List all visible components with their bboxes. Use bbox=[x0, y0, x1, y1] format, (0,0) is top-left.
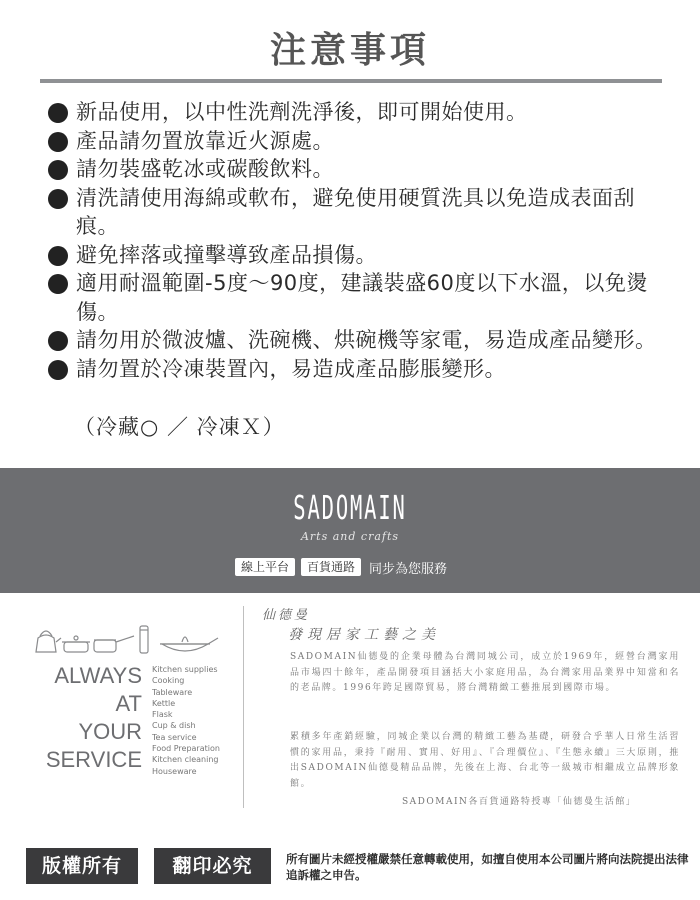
brand-tagline: Arts and crafts bbox=[300, 530, 400, 543]
notice-item: 清洗請使用海綿或軟布，避免使用硬質洗具以免造成表面刮痕。 bbox=[48, 184, 668, 241]
category-item: Cooking bbox=[152, 676, 185, 686]
brand-script-name: 仙德曼 bbox=[262, 608, 311, 623]
vertical-divider bbox=[243, 606, 244, 808]
notice-item: 請勿置於冷凍裝置內，易造成產品膨脹變形。 bbox=[48, 355, 668, 384]
category-item: Kitchen cleaning bbox=[152, 755, 219, 765]
notice-item: 避免摔落或撞擊導致產品損傷。 bbox=[48, 241, 668, 270]
channel-row bbox=[235, 557, 447, 577]
category-item: Kitchen supplies bbox=[152, 665, 218, 674]
bullet-dot-icon bbox=[48, 246, 68, 266]
bullet-dot-icon bbox=[48, 103, 68, 123]
channel-tag-department-store: 百貨通路 bbox=[301, 558, 361, 576]
wok-icon bbox=[160, 637, 218, 651]
notice-item: 請勿用於微波爐、洗碗機、烘碗機等家電，易造成產品變形。 bbox=[48, 326, 668, 355]
storage-note: （冷藏○ ／ 冷凍Ｘ） bbox=[74, 415, 285, 439]
bullet-dot-icon bbox=[48, 160, 68, 180]
category-item: Flask bbox=[152, 710, 173, 720]
pot-icon bbox=[62, 636, 90, 652]
title-underline bbox=[40, 79, 662, 83]
bullet-dot-icon bbox=[48, 360, 68, 380]
bullet-dot-icon bbox=[48, 331, 68, 351]
notice-item: 產品請勿置放靠近火源處。 bbox=[48, 127, 668, 156]
category-item: Tea service bbox=[152, 732, 197, 742]
category-list bbox=[152, 664, 220, 777]
category-item: Houseware bbox=[152, 766, 197, 776]
bullet-dot-icon bbox=[48, 189, 68, 209]
notice-item: 適用耐溫範圍-5度～90度，建議裝盛60度以下水溫，以免燙傷。 bbox=[48, 269, 668, 326]
flask-icon bbox=[140, 626, 148, 653]
notice-item: 新品使用，以中性洗劑洗淨後，即可開始使用。 bbox=[48, 98, 668, 127]
saucepan-icon bbox=[94, 636, 134, 652]
channel-text: 同步為您服務 bbox=[369, 561, 448, 577]
service-slogan: ALWAYS AT YOUR SERVICE bbox=[45, 663, 142, 772]
category-item: Tableware bbox=[152, 687, 193, 697]
category-item: Kettle bbox=[152, 698, 176, 708]
no-reprint-badge: 翻印必究 bbox=[154, 848, 271, 884]
brand-banner bbox=[0, 468, 700, 593]
about-signature: SADOMAIN各百貨通路特授專「仙德曼生活館」 bbox=[402, 797, 637, 807]
brand-logo: SADOMAIN bbox=[293, 488, 407, 527]
about-paragraph: 累積多年產銷經驗，同城企業以台灣的精緻工藝為基礎，研發合乎華人日常生活習慣的家用品，秉持『耐用、實用、好用』、『合理價位』、『生態永續』三大原則，推出SADOMAIN仙德曼精品品牌，先後在上海、台北等一級城市相繼成立品牌形象館。 bbox=[290, 732, 680, 789]
about-paragraph: SADOMAIN仙德曼的企業母體為台灣同城公司，成立於1969年，經營台灣家用品市場四十餘年，產品開發項目涵括大小家庭用品，為台灣家用品業界中知當和名的老品牌。1996年跨足國際貿易，將台灣精緻工藝推展到國際市場。 bbox=[290, 652, 680, 693]
bullet-dot-icon bbox=[48, 274, 68, 294]
copyright-notice: 所有圖片未經授權嚴禁任意轉載使用，如擅自使用本公司圖片將向法院提出法律追訴權之申告。 bbox=[286, 852, 689, 882]
bullet-dot-icon bbox=[48, 132, 68, 152]
notice-title: 注意事項 bbox=[269, 30, 430, 71]
notice-list bbox=[48, 98, 668, 383]
notice-item: 請勿裝盛乾冰或碳酸飲料。 bbox=[48, 155, 668, 184]
category-item: Cup & dish bbox=[152, 721, 196, 731]
channel-tag-online: 線上平台 bbox=[235, 558, 295, 576]
kettle-icon bbox=[36, 631, 61, 652]
copyright-badge: 版權所有 bbox=[26, 848, 138, 884]
kitchenware-icons bbox=[30, 618, 220, 658]
brand-script-slogan: 發現居家工藝之美 bbox=[288, 627, 440, 643]
category-item: Food Preparation bbox=[152, 744, 220, 754]
